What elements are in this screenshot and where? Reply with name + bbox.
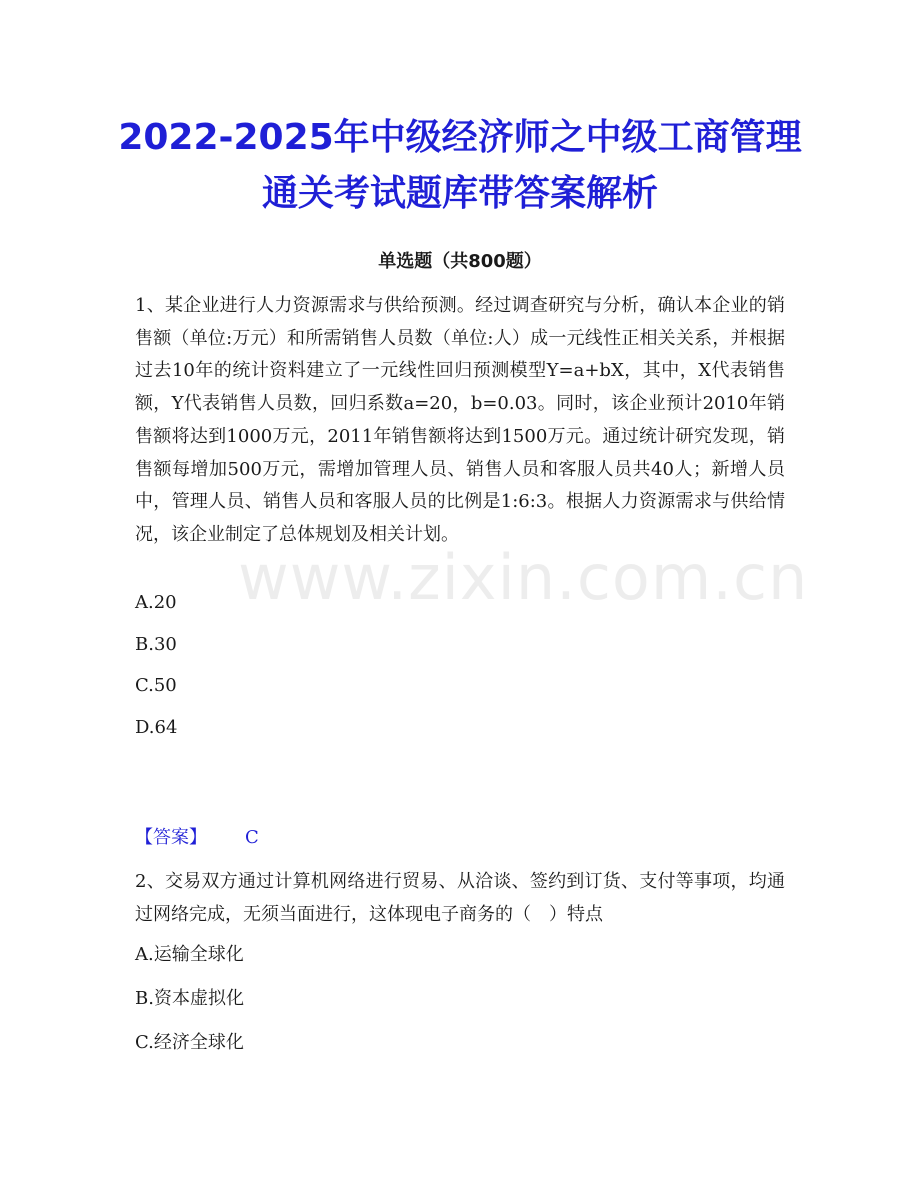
question-2-stem: 2、交易双方通过计算机网络进行贸易、从洽谈、签约到订货、支付等事项，均通过网络完成，无须当面进行，这体现电子商务的（ ）特点 (135, 871, 785, 925)
question-2-option-a: A.运输全球化 (135, 944, 244, 965)
watermark: www.zixin.com.cn (238, 541, 809, 614)
title-line-1: 2022-2025年中级经济师之中级工商管理 (118, 117, 802, 158)
question-1-option-a: A.20 (135, 592, 177, 613)
question-1-answer (135, 824, 259, 852)
question-1-option-b: B.30 (135, 634, 177, 655)
section-heading: 单选题（共800题） (378, 251, 542, 272)
question-2-option-c: C.经济全球化 (135, 1032, 244, 1053)
question-1-option-d: D.64 (135, 717, 178, 738)
answer-label: 【答案】 (135, 827, 207, 848)
question-1-option-c: C.50 (135, 675, 177, 696)
question-1-stem: 1、某企业进行人力资源需求与供给预测。经过调查研究与分析，确认本企业的销售额（单位:万元）和所需销售人员数（单位:人）成一元线性正相关关系，并根据过去10年的统计资料建立了一元线性回归预测模型Y=a+bX，其中，X代表销售额，Y代表销售人员数，回归系数a=20，b=0.03。同时，该企业预计2010年销售额将达到1000万元，2011年销售额将达到1500万元。通过统计研究发现，销售额每增加500万元，需增加管理人员、销售人员和客服人员共40人；新增人员中，管理人员、销售人员和客服人员的比例是1:6:3。根据人力资源需求与供给情况，该企业制定了总体规划及相关计划。 (135, 295, 785, 545)
question-2-option-b: B.资本虚拟化 (135, 988, 244, 1009)
title-line-2: 通关考试题库带答案解析 (261, 173, 658, 214)
document-title (0, 110, 920, 222)
answer-value: C (245, 827, 259, 848)
